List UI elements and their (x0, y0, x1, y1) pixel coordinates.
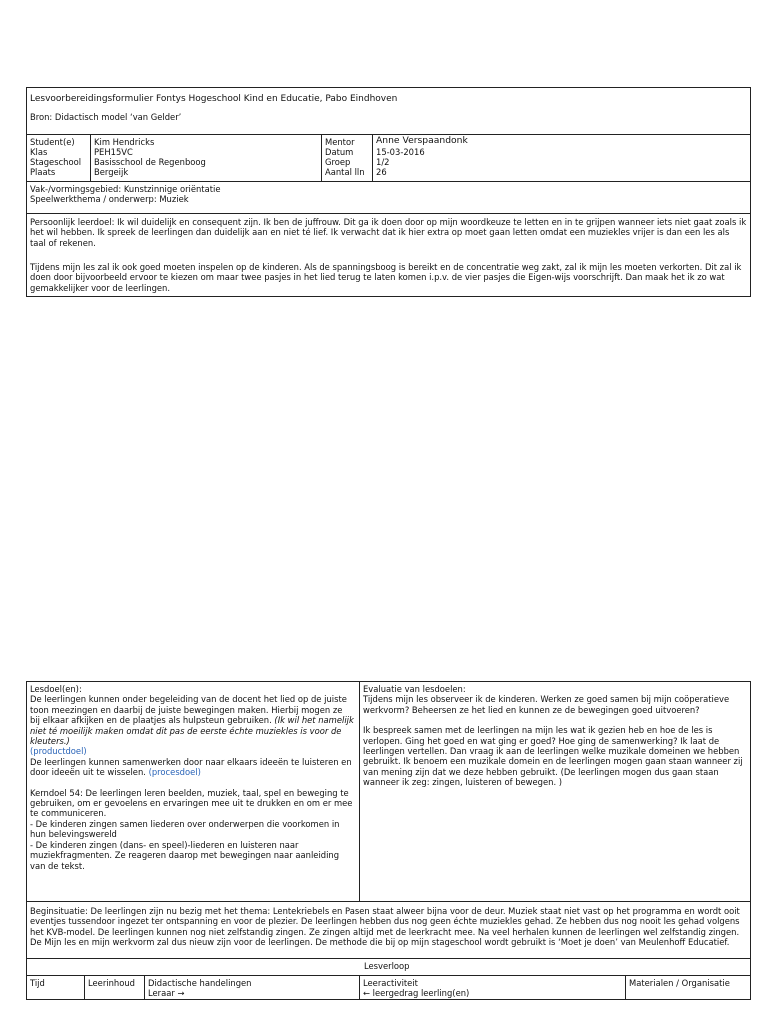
form-source: Bron: Didactisch model ‘van Gelder’ (30, 112, 182, 122)
lesdoelen-heading: Lesdoel(en): (30, 684, 82, 694)
lesdoel-2 (30, 757, 354, 778)
value-klas: PEH15VC (94, 147, 133, 157)
lesverloop-column-headers (27, 975, 750, 999)
label-plaats: Plaats (30, 167, 56, 177)
label-datum: Datum (325, 147, 354, 157)
evaluatie-paragraph-1: Tijdens mijn les observeer ik de kinderen. Werken ze goed samen bij mijn coöperatieve werkvorm? Beheersen ze het lied en kunnen ze de bewegingen goed uitvoeren? (363, 694, 730, 715)
label-stageschool: Stageschool (30, 157, 82, 167)
lesdoel-1-text: De leerlingen kunnen onder begeleiding van de docent het lied op de juiste toon meezingen en daarbij de juiste bewegingen maken. Hierbij mogen ze bij elkaar afkijken en de plaatjes als hulpsteun gebruiken. (30, 694, 347, 726)
column-materialen-organisatie: Materialen / Organisatie (629, 978, 730, 988)
value-datum: 15-03-2016 (376, 147, 425, 157)
column-leraar: Leraar → (148, 988, 185, 998)
lesverloop-row (27, 958, 750, 975)
lesdoelen-cell (30, 684, 354, 871)
evaluatie-paragraph-2: Ik bespreek samen met de leerlingen na mijn les wat ik gezien heb en hoe de les is verlopen. Ging het goed en wat ging er goed? Hoe ging de samenwerking? Ik laat de leerlingen vertellen. Dan vraag ik aan de leerlingen welke muzikale domeinen we hebben gebruikt. Ik benoem een muzikale domein en de leerlingen mogen gaan staan wanneer zij van mening zijn dat we deze hebben gebruikt. (De leerlingen mogen dus gaan staan wanneer ik zeg: zingen, luisteren of bewegen. ) (363, 725, 743, 788)
value-mentor: Anne Verspaandonk (376, 135, 468, 146)
value-groep: 1/2 (376, 157, 390, 167)
label-klas: Klas (30, 147, 48, 157)
value-stageschool: Basisschool de Regenboog (94, 157, 206, 167)
kerndoel: Kerndoel 54: De leerlingen leren beelden, muziek, taal, spel en beweging te gebruiken, om er gevoelens en ervaringen mee uit te drukken en om er mee te communiceren. (30, 787, 353, 819)
label-groep: Groep (325, 157, 351, 167)
lesson-plan-table (26, 681, 751, 1000)
beginsituatie-row (27, 901, 750, 958)
evaluatie-cell (363, 684, 747, 788)
kerndoel-bullet-2: - De kinderen zingen (dans- en speel)-liederen en luisteren naar muziekfragmenten. Ze reageren daarop met bewegingen naar aanleiding van de tekst. (30, 839, 340, 871)
form-title: Lesvoorbereidingsformulier Fontys Hogeschool Kind en Educatie, Pabo Eindhoven (30, 94, 398, 104)
evaluatie-heading: Evaluatie van lesdoelen: (363, 684, 466, 694)
lesdoel-1 (30, 694, 354, 746)
column-didactische-handelingen: Didactische handelingen (148, 978, 252, 988)
student-info-table (27, 134, 750, 181)
lesdoel-2-text: De leerlingen kunnen samenwerken door naar elkaars ideeën te luisteren en door ideeën uit te wisselen. (30, 756, 352, 778)
subject-row (27, 181, 750, 213)
procesdoel-label: (procesdoel) (148, 767, 201, 778)
personal-goal-paragraph-2: Tijdens mijn les zal ik ook goed moeten inspelen op de kinderen. Als de spanningsboog is bereikt en de concentratie weg zakt, zal ik mijn les moeten verkorten. Dit zal ik doen door bijvoorbeeld ervoor te kiezen om maar twee pasjes in het lied terug te laten komen i.p.v. de vier pasjes die Eigen-wijs voorschrijft. Dan maak het ik zo wat gemakkelijker voor de leerlingen. (30, 262, 742, 293)
productdoel-label: (productdoel) (30, 746, 87, 757)
label-mentor: Mentor (325, 137, 355, 147)
column-leeractiviteit: Leeractiviteit (363, 978, 418, 988)
personal-goal-paragraph-1: Persoonlijk leerdoel: Ik wil duidelijk en consequent zijn. Ik ben de juffrouw. Dit ga ik doen door op mijn woordkeuze te letten en in te grijpen wanneer iets niet gaat zoals ik het wil hebben. Ik spreek de leerlingen dan duidelijk aan en niet té lief. Ik verwacht dat ik hier extra op moet gaan letten omdat een muziekles vrijer is dan een les als taal of rekenen. (30, 217, 747, 248)
vormingsgebied: Vak-/vormingsgebied: Kunstzinnige oriëntatie (30, 184, 221, 194)
label-student: Student(e) (30, 137, 75, 147)
goals-row (27, 682, 750, 901)
lesson-form-header (26, 87, 751, 297)
beginsituatie-text: Beginsituatie: De leerlingen zijn nu bezig met het thema: Lentekriebels en Pasen staat alweer bijna voor de deur. Muziek staat niet vast op het programma en wordt ooit eventjes tussendoor ingezet ter ontspanning en voor de plezier. De leerlingen hebben dus nog geen échte muziekles gehad. Ze hebben dus nog nooit les gehad volgens het KVB-model. De leerlingen kunnen nog niet zelfstandig zingen. Ze zingen altijd met de leerkracht mee. Na veel herhalen kunnen de leerlingen wel zelfstandig zingen. De Mijn les en mijn werkvorm zal dus nieuw zijn voor de leerlingen. De methode die bij op mijn stageschool wordt gebruikt is ‘Moet je doen’ van Meulenhoff Educatief. (30, 906, 740, 948)
speelwerkthema: Speelwerkthema / onderwerp: Muziek (30, 194, 189, 204)
personal-goal-section (27, 213, 750, 296)
column-leerinhoud: Leerinhoud (88, 978, 135, 988)
form-title-row (27, 88, 750, 134)
value-student: Kim Hendricks (94, 137, 155, 147)
label-aantal-lln: Aantal lln (325, 167, 365, 177)
lesdoel-1-note: (Ik wil het namelijk niet té moeilijk maken omdat dit pas de eerste échte muziekles is voor de kleuters.) (30, 715, 354, 747)
kerndoel-bullet-1: - De kinderen zingen samen liederen over onderwerpen die voorkomen in hun belevingswereld (30, 818, 340, 840)
value-plaats: Bergeijk (94, 167, 129, 177)
value-aantal-lln: 26 (376, 167, 387, 177)
column-leergedrag: ← leergedrag leerling(en) (363, 988, 470, 998)
column-tijd: Tijd (30, 978, 45, 988)
lesverloop-heading: Lesverloop (364, 961, 410, 971)
